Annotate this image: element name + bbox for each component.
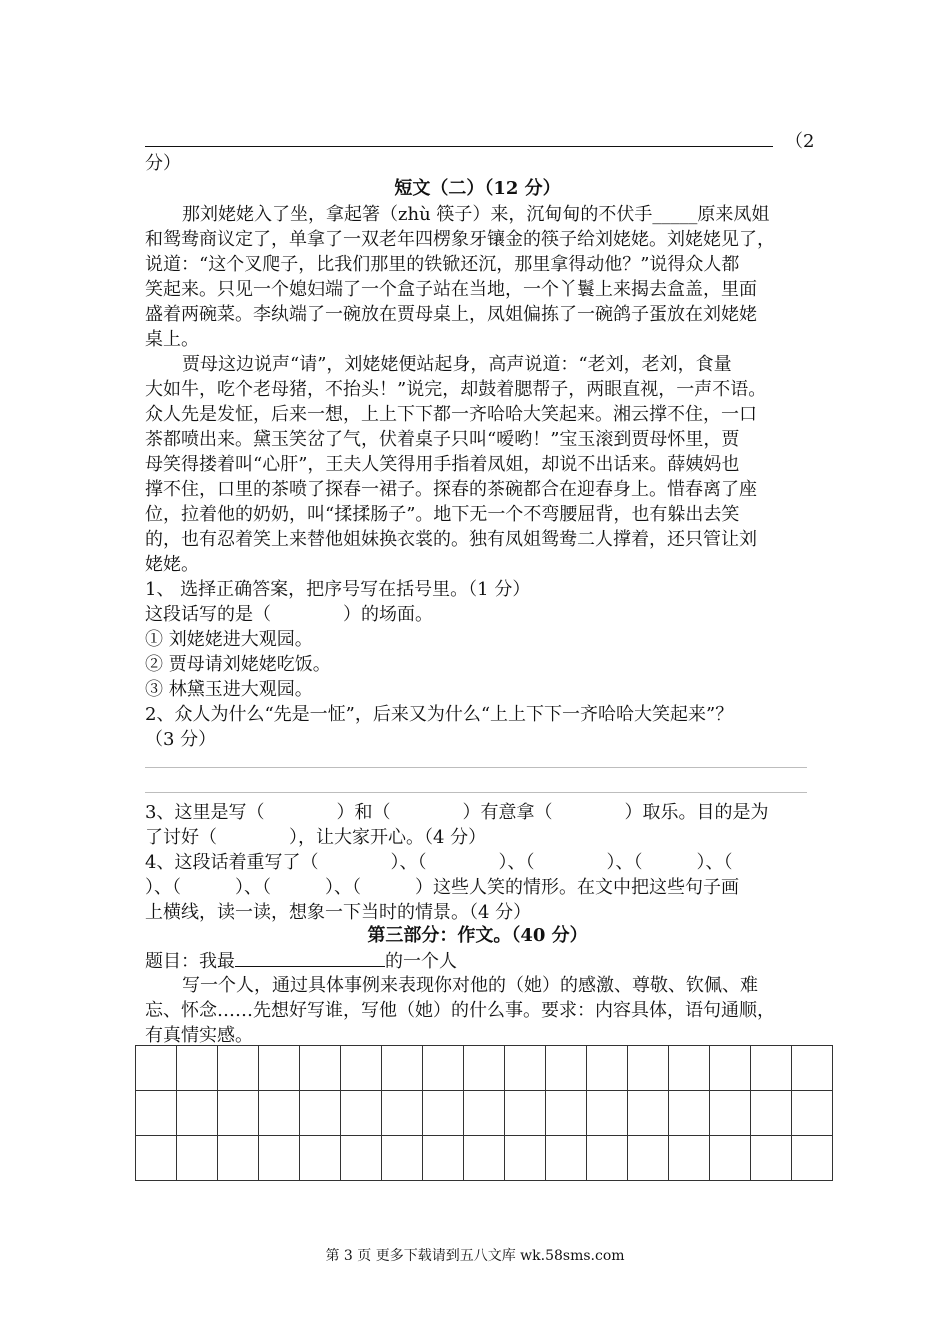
para1-line: 盛着两碗菜。李纨端了一碗放在贾母桌上，凤姐偏拣了一碗鸽子蛋放在刘姥姥 — [145, 304, 757, 325]
grid-cell[interactable] — [505, 1046, 546, 1091]
grid-cell[interactable] — [259, 1091, 300, 1136]
grid-cell[interactable] — [792, 1046, 833, 1091]
grid-cell[interactable] — [587, 1136, 628, 1181]
grid-cell[interactable] — [423, 1046, 464, 1091]
grid-cell[interactable] — [218, 1046, 259, 1091]
score-open: （2 — [785, 131, 815, 152]
grid-row — [136, 1136, 833, 1181]
grid-cell[interactable] — [341, 1091, 382, 1136]
grid-cell[interactable] — [177, 1091, 218, 1136]
option-1: ① 刘姥姥进大观园。 — [145, 629, 313, 650]
grid-cell[interactable] — [505, 1091, 546, 1136]
question-4-cont: ）、（ ）、（ ）、（ ）这些人笑的情形。在文中把这些句子画 — [145, 877, 739, 898]
para1-line: 那刘姥姥入了坐，拿起箸（zhù 筷子）来，沉甸甸的不伏手_____原来凤姐 — [182, 204, 770, 225]
grid-cell[interactable] — [669, 1136, 710, 1181]
grid-cell[interactable] — [382, 1046, 423, 1091]
grid-cell[interactable] — [341, 1136, 382, 1181]
part3-title: 第三部分：作文。（40 分） — [367, 925, 588, 946]
grid-cell[interactable] — [710, 1046, 751, 1091]
grid-cell[interactable] — [136, 1136, 177, 1181]
grid-cell[interactable] — [464, 1136, 505, 1181]
para1-line: 笑起来。只见一个媳妇端了一个盒子站在当地，一个丫鬟上来揭去盒盖，里面 — [145, 279, 757, 300]
grid-cell[interactable] — [259, 1136, 300, 1181]
grid-cell[interactable] — [382, 1136, 423, 1181]
option-2: ② 贾母请刘姥姥吃饭。 — [145, 654, 331, 675]
essay-requirement: 忘、怀念……先想好写谁，写他（她）的什么事。要求：内容具体，语句通顺， — [145, 1000, 775, 1021]
grid-cell[interactable] — [751, 1136, 792, 1181]
grid-cell[interactable] — [218, 1136, 259, 1181]
passage-title: 短文（二）（12 分） — [394, 178, 561, 199]
para1-line: 桌上。 — [145, 329, 199, 350]
grid-row — [136, 1046, 833, 1091]
para2-line: 茶都喷出来。黛玉笑岔了气，伏着桌子只叫“嗳哟！”宝玉滚到贾母怀里，贾 — [145, 429, 740, 450]
grid-cell[interactable] — [628, 1046, 669, 1091]
grid-row — [136, 1091, 833, 1136]
grid-cell[interactable] — [423, 1136, 464, 1181]
answer-rule — [145, 767, 807, 768]
grid-cell[interactable] — [792, 1091, 833, 1136]
essay-topic — [145, 948, 810, 974]
para2-line: 的，也有忍着笑上来替他姐妹换衣裳的。独有凤姐鸳鸯二人撑着，还只管让刘 — [145, 529, 757, 550]
question-3-cont: 了讨好（ ），让大家开心。（4 分） — [145, 827, 487, 848]
question-1: 1、 选择正确答案，把序号写在括号里。（1 分） — [145, 579, 531, 600]
essay-topic-prefix: 题目：我最 — [145, 951, 235, 972]
para2-line: 众人先是发怔，后来一想，上上下下都一齐哈哈大笑起来。湘云撑不住，一口 — [145, 404, 757, 425]
grid-cell[interactable] — [382, 1091, 423, 1136]
answer-blank-line — [145, 128, 773, 147]
essay-requirement: 写一个人，通过具体事例来表现你对他的（她）的感激、尊敬、钦佩、难 — [182, 975, 758, 996]
score-close: 分） — [145, 153, 181, 174]
essay-topic-suffix: 的一个人 — [385, 951, 457, 972]
question-2-score: （3 分） — [145, 729, 217, 750]
grid-cell[interactable] — [136, 1046, 177, 1091]
grid-cell[interactable] — [587, 1046, 628, 1091]
grid-cell[interactable] — [751, 1091, 792, 1136]
grid-cell[interactable] — [341, 1046, 382, 1091]
grid-cell[interactable] — [300, 1136, 341, 1181]
grid-cell[interactable] — [546, 1091, 587, 1136]
grid-cell[interactable] — [505, 1136, 546, 1181]
para2-line: 贾母这边说声“请”，刘姥姥便站起身，高声说道：“老刘，老刘，食量 — [182, 354, 732, 375]
para1-line: 说道：“这个叉爬子，比我们那里的铁锨还沉，那里拿得动他？”说得众人都 — [145, 254, 740, 275]
grid-cell[interactable] — [792, 1136, 833, 1181]
question-3: 3、这里是写（ ）和（ ）有意拿（ ）取乐。目的是为 — [145, 802, 769, 823]
writing-grid — [135, 1045, 833, 1181]
grid-cell[interactable] — [669, 1091, 710, 1136]
essay-topic-blank — [235, 948, 385, 967]
grid-cell[interactable] — [177, 1136, 218, 1181]
grid-cell[interactable] — [300, 1091, 341, 1136]
para1-line: 和鸳鸯商议定了，单拿了一双老年四楞象牙镶金的筷子给刘姥姥。刘姥姥见了， — [145, 229, 775, 250]
grid-cell[interactable] — [751, 1046, 792, 1091]
para2-line: 大如牛，吃个老母猪，不抬头！”说完，却鼓着腮帮子，两眼直视，一声不语。 — [145, 379, 767, 400]
grid-cell[interactable] — [464, 1091, 505, 1136]
grid-cell[interactable] — [710, 1136, 751, 1181]
question-4-cont: 上横线，读一读，想象一下当时的情景。（4 分） — [145, 902, 532, 923]
essay-requirement: 有真情实感。 — [145, 1025, 253, 1046]
grid-cell[interactable] — [628, 1136, 669, 1181]
grid-cell[interactable] — [669, 1046, 710, 1091]
grid-cell[interactable] — [587, 1091, 628, 1136]
option-3: ③ 林黛玉进大观园。 — [145, 679, 313, 700]
para2-line: 姥姥。 — [145, 554, 199, 575]
para2-line: 位，拉着他的奶奶，叫“揉揉肠子”。地下无一个不弯腰屈背，也有躲出去笑 — [145, 504, 740, 525]
grid-cell[interactable] — [546, 1136, 587, 1181]
question-2: 2、众人为什么“先是一怔”，后来又为什么“上上下下一齐哈哈大笑起来”？ — [145, 704, 734, 725]
grid-cell[interactable] — [218, 1091, 259, 1136]
grid-cell[interactable] — [628, 1091, 669, 1136]
page-footer: 第 3 页 更多下载请到五八文库 wk.58sms.com — [325, 1248, 625, 1264]
grid-cell[interactable] — [136, 1091, 177, 1136]
para2-line: 母笑得搂着叫“心肝”，王夫人笑得用手指着凤姐，却说不出话来。薛姨妈也 — [145, 454, 740, 475]
grid-cell[interactable] — [259, 1046, 300, 1091]
para2-line: 撑不住，口里的茶喷了探春一裙子。探春的茶碗都合在迎春身上。惜春离了座 — [145, 479, 757, 500]
grid-cell[interactable] — [710, 1091, 751, 1136]
grid-cell[interactable] — [300, 1046, 341, 1091]
grid-cell[interactable] — [177, 1046, 218, 1091]
answer-rule — [145, 792, 807, 793]
question-4: 4、这段话着重写了（ ）、（ ）、（ ）、（ ）、（ — [145, 852, 733, 873]
grid-cell[interactable] — [546, 1046, 587, 1091]
grid-cell[interactable] — [464, 1046, 505, 1091]
grid-cell[interactable] — [423, 1091, 464, 1136]
question-1-stem: 这段话写的是（ ）的场面。 — [145, 604, 433, 625]
